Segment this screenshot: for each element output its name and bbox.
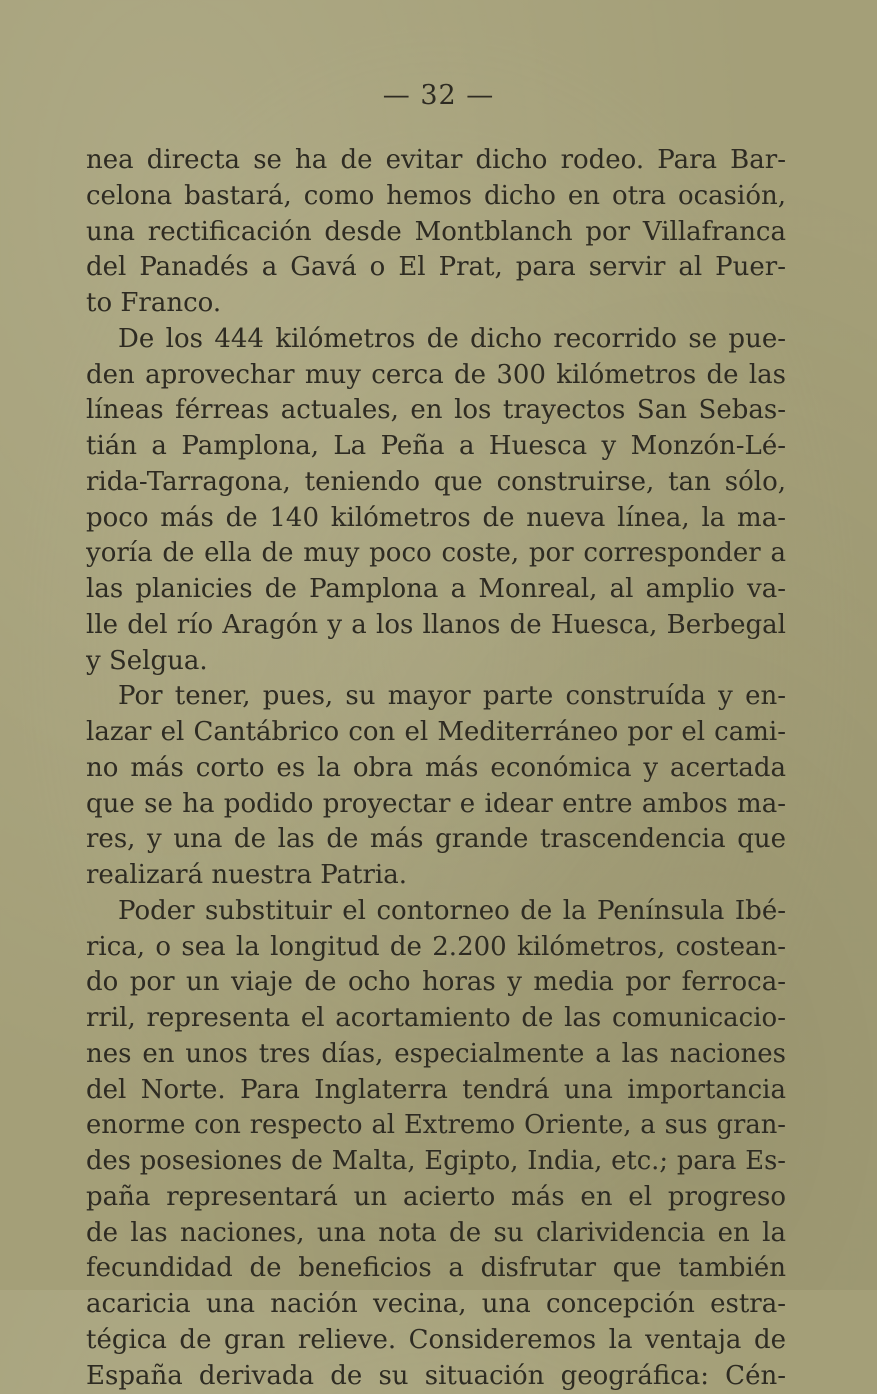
text-line: enorme con respecto al Extremo Oriente, a sus gran- — [86, 1108, 786, 1144]
text-line: poco más de 140 kilómetros de nueva línea, la ma- — [86, 501, 786, 537]
text-line: lazar el Cantábrico con el Mediterráneo por el cami- — [86, 715, 786, 751]
text-line: y Selgua. — [86, 644, 786, 680]
page-number: — 32 — — [0, 80, 877, 111]
text-line: fecundidad de beneficios a disfrutar que también — [86, 1251, 786, 1287]
text-line: celona bastará, como hemos dicho en otra ocasión, — [86, 179, 786, 215]
text-line: des posesiones de Malta, Egipto, India, etc.; para Es- — [86, 1144, 786, 1180]
text-line: líneas férreas actuales, en los trayectos San Sebas- — [86, 393, 786, 429]
text-line: nes en unos tres días, especialmente a las naciones — [86, 1037, 786, 1073]
text-line: rril, representa el acortamiento de las comunicacio- — [86, 1001, 786, 1037]
text-line: lle del río Aragón y a los llanos de Huesca, Berbegal — [86, 608, 786, 644]
text-line: res, y una de las de más grande trascendencia que — [86, 822, 786, 858]
text-line: yoría de ella de muy poco coste, por corresponder a — [86, 536, 786, 572]
text-line: España derivada de su situación geográfica: Cén- — [86, 1359, 786, 1394]
paragraph-start-line: De los 444 kilómetros de dicho recorrido se pue- — [86, 322, 786, 358]
text-line: de las naciones, una nota de su clarividencia en la — [86, 1216, 786, 1252]
text-line: tégica de gran relieve. Consideremos la ventaja de — [86, 1323, 786, 1359]
paragraph-start-line: Por tener, pues, su mayor parte construída y en- — [86, 679, 786, 715]
text-line: del Norte. Para Inglaterra tendrá una importancia — [86, 1073, 786, 1109]
text-line: rica, o sea la longitud de 2.200 kilómetros, costean- — [86, 930, 786, 966]
text-line: tián a Pamplona, La Peña a Huesca y Monzón-Lé- — [86, 429, 786, 465]
text-line: nea directa se ha de evitar dicho rodeo. Para Bar- — [86, 143, 786, 179]
paragraph-start-line: Poder substituir el contorneo de la Península Ibé- — [86, 894, 786, 930]
text-line: paña representará un acierto más en el progreso — [86, 1180, 786, 1216]
body-text — [86, 143, 786, 1394]
text-line: to Franco. — [86, 286, 786, 322]
text-line: que se ha podido proyectar e idear entre ambos ma- — [86, 787, 786, 823]
text-line: den aprovechar muy cerca de 300 kilómetros de las — [86, 358, 786, 394]
text-line: rida-Tarragona, teniendo que construirse, tan sólo, — [86, 465, 786, 501]
text-line: realizará nuestra Patria. — [86, 858, 786, 894]
text-line: no más corto es la obra más económica y acertada — [86, 751, 786, 787]
text-line: una rectificación desde Montblanch por Villafranca — [86, 215, 786, 251]
text-line: do por un viaje de ocho horas y media por ferroca- — [86, 965, 786, 1001]
text-line: del Panadés a Gavá o El Prat, para servir al Puer- — [86, 250, 786, 286]
text-line: acaricia una nación vecina, una concepción estra- — [86, 1287, 786, 1323]
text-line: las planicies de Pamplona a Monreal, al amplio va- — [86, 572, 786, 608]
